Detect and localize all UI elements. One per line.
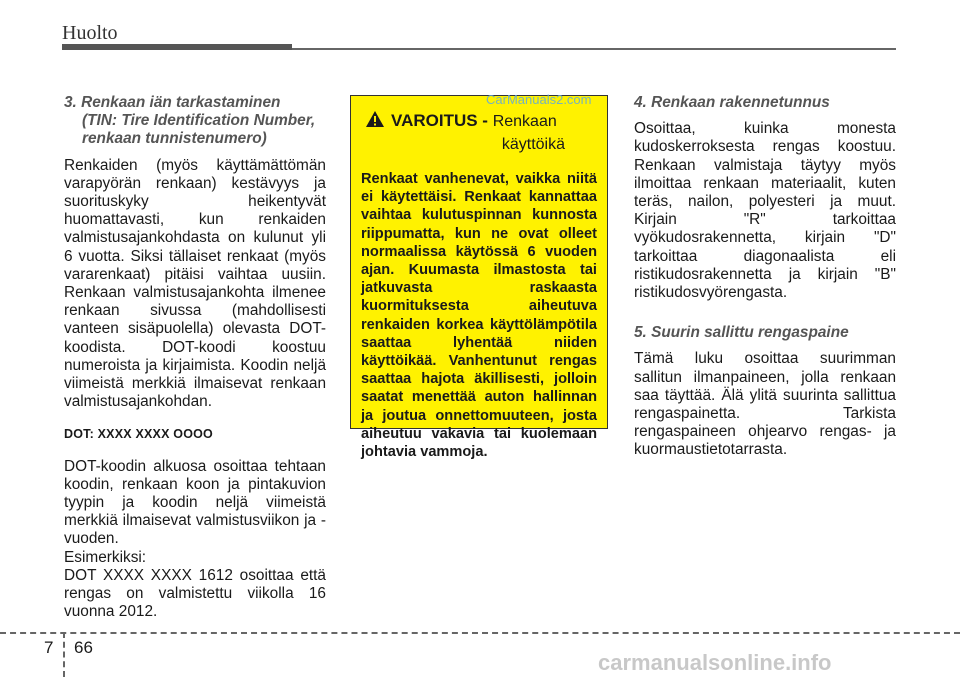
warning-box	[350, 95, 608, 461]
tin-paragraph: Renkaiden (myös käyttämättömän varapyörän renkaan) kestävyys ja suorituskyky heikentyvät huomattavasti, kun renkaiden valmistusajankohdasta on kulunut yli 6 vuotta. Siksi tällaiset renkaat (myös vararenkaat) pitäisi vaihtaa uusiin. Renkaan valmistusajankohta ilmenee renkaan sivussa (mahdollisesti vanteen sisäpuolella) olevasta DOT-koodista. DOT-koodi koostuu numeroista ja kirjaimista. Koodin neljä viimeistä merkkiä ilmaisevat renkaan valmistusajankohdan.	[64, 156, 326, 411]
tin-heading	[64, 94, 326, 149]
structure-paragraph: Osoittaa, kuinka monesta kudoskerroksesta rengas koostuu. Renkaan valmistaja täytyy myös ilmoittaa renkaan materiaalit, kuten teräs, nailon, polyesteri ja muut. Kirjain "R" tarkoittaa vyökudosrakennetta, kirjain "D" tarkoittaa diagonaalista eli ristikudosrakennetta ja kirjain "B" ristikudosvyörengasta.	[634, 120, 896, 302]
watermark-top: CarManuals2.com	[486, 92, 592, 107]
footer-rule	[0, 632, 960, 634]
tin-heading-line1: 3. Renkaan iän tarkastaminen	[64, 94, 281, 111]
page-number: 66	[74, 638, 93, 657]
dot-explanation: DOT-koodin alkuosa osoittaa tehtaan koodin, renkaan koon ja pintakuvion tyypin ja koodin neljä viimeistä merkkiä ilmaisevat valmistusviikon ja -vuoden.	[64, 457, 326, 548]
tin-heading-line2: (TIN: Tire Identification Number,	[82, 112, 316, 130]
example-label: Esimerkiksi:	[64, 548, 147, 566]
watermark-bottom: carmanualsonline.info	[598, 650, 832, 675]
warning-triangle-icon	[365, 110, 387, 134]
warning-topic-line1: Renkaan	[492, 113, 557, 130]
pressure-paragraph: Tämä luku osoittaa suurimman sallitun ilmanpaineen, jolla renkaan saa täyttää. Älä ylitä suurinta sallittua rengaspainetta. Tarkista rengaspaineen ohjearvo rengas- ja kuormaustietotarrasta.	[634, 350, 896, 459]
tin-heading-line3: renkaan tunnistenumero)	[82, 130, 267, 148]
right-column	[634, 94, 896, 460]
header-rule-thick	[62, 44, 292, 50]
structure-heading: 4. Renkaan rakennetunnus	[634, 94, 830, 111]
dot-code-format: DOT: XXXX XXXX OOOO	[64, 427, 213, 442]
pressure-heading: 5. Suurin sallittu rengaspaine	[634, 324, 849, 342]
footer-divider	[63, 632, 65, 677]
warning-topic-line2: käyttöikä	[501, 136, 565, 153]
warning-header	[365, 110, 607, 156]
header-rule-thin	[292, 48, 896, 50]
example-text: DOT XXXX XXXX 1612 osoittaa että rengas on valmistettu viikolla 16 vuonna 2012.	[64, 566, 326, 621]
left-column	[64, 94, 326, 621]
warning-body: Renkaat vanhenevat, vaikka niitä ei käytettäisi. Renkaat kannattaa vaihtaa kulutuspinnan kunnosta riippumatta, kun ne ovat olleet normaalissa käytössä 6 vuoden ajan. Kuumasta ilmastosta tai jatkuvasta raskaasta kuormituksesta aiheutuva renkaiden korkea käyttölämpötila saattaa lyhentää niiden käyttöikää. Vanhentunut rengas saattaa hajota äkillisesti, jolloin saatat menettää auton hallinnan ja joutua onnettomuuteen, josta aiheutuu vakavia tai kuolemaan johtavia vammoja.	[361, 171, 597, 461]
warning-word: VAROITUS -	[391, 111, 488, 130]
chapter-number: 7	[44, 638, 54, 657]
section-title: Huolto	[62, 22, 118, 44]
